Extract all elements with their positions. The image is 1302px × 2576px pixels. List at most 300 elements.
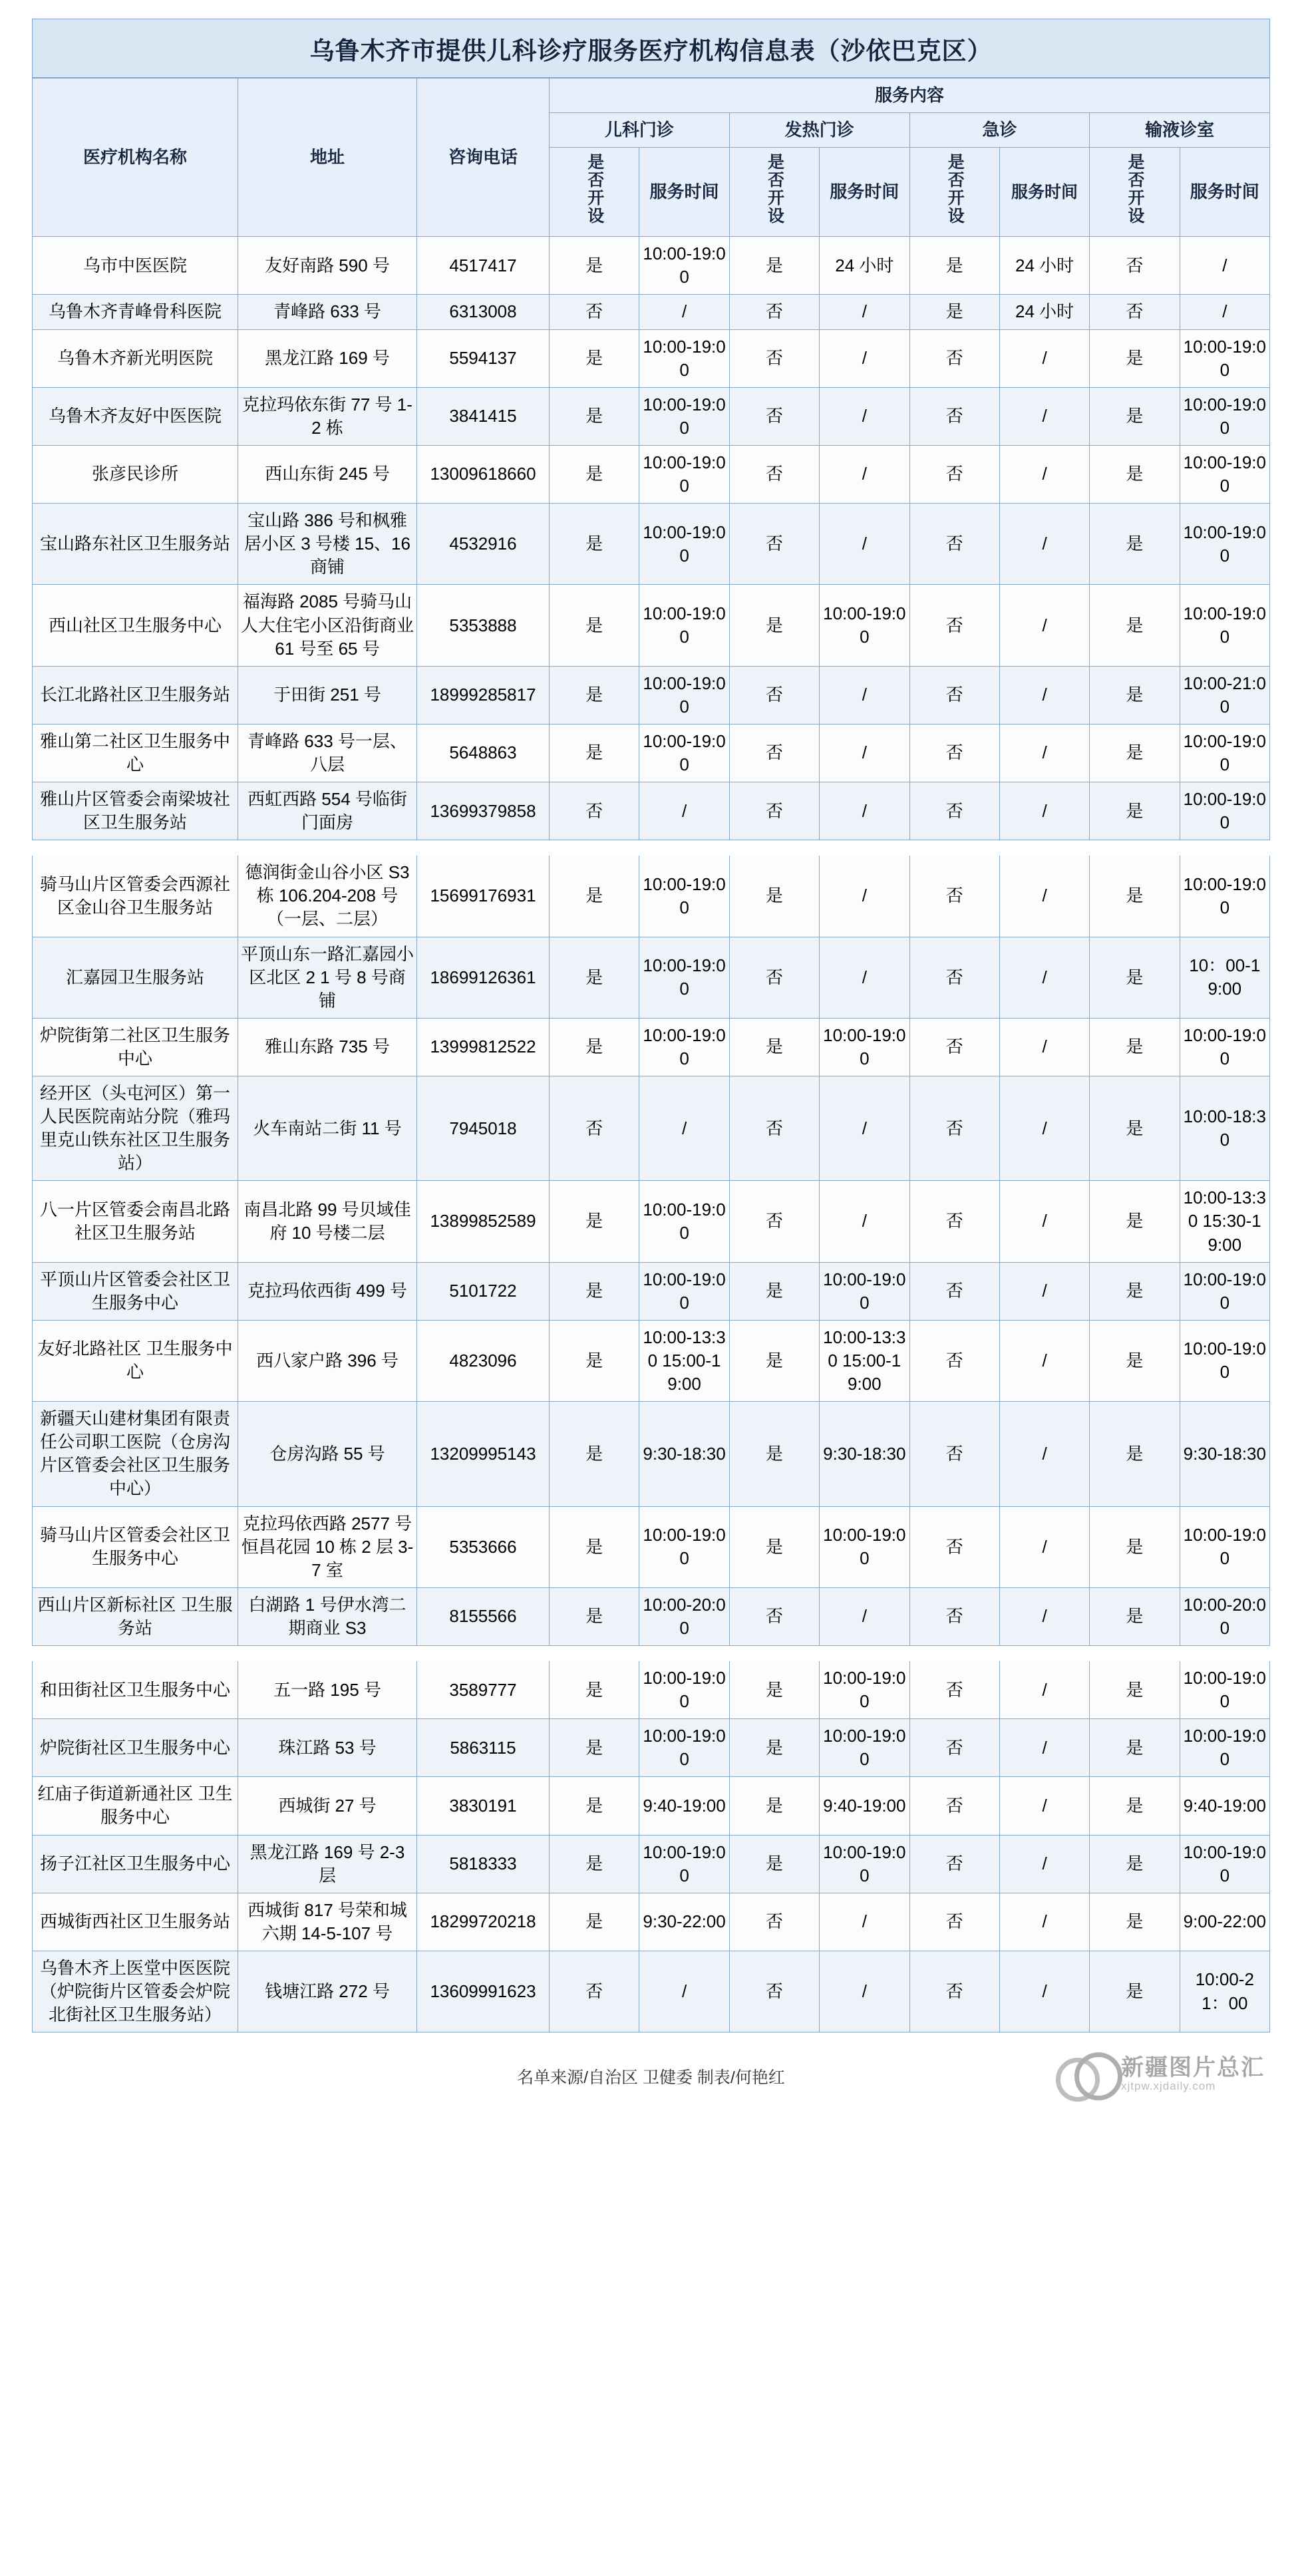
- cell-pediatrics-time: 10:00-19:00: [639, 504, 729, 585]
- table-row: [33, 1835, 1270, 1893]
- cell-address: 福海路 2085 号骑马山人大住宅小区沿街商业 61 号至 65 号: [238, 585, 417, 666]
- cell-institution-name: 雅山第二社区卫生服务中心: [33, 724, 238, 782]
- cell-emergency-open: 否: [909, 1661, 999, 1718]
- cell-pediatrics-open: 是: [550, 1018, 639, 1076]
- cell-emergency-time: /: [999, 1893, 1089, 1951]
- cell-fever-open: 否: [729, 445, 819, 503]
- cell-fever-time: 24 小时: [820, 237, 909, 295]
- cell-emergency-time: /: [999, 1951, 1089, 2032]
- cell-fever-time: 10:00-19:00: [820, 585, 909, 666]
- cell-pediatrics-time: 10:00-19:00: [639, 1181, 729, 1262]
- watermark-text: [1121, 2056, 1265, 2092]
- table-row: [33, 1587, 1270, 1645]
- cell-phone: 5353888: [417, 585, 550, 666]
- header-name: 医疗机构名称: [33, 79, 238, 237]
- cell-fever-open: 是: [729, 856, 819, 937]
- cell-phone: 5648863: [417, 724, 550, 782]
- cell-institution-name: 骑马山片区管委会社区卫生服务中心: [33, 1506, 238, 1587]
- cell-institution-name: 八一片区管委会南昌北路社区卫生服务站: [33, 1181, 238, 1262]
- table-row: [33, 666, 1270, 724]
- cell-pediatrics-time: 10:00-19:00: [639, 1262, 729, 1320]
- cell-emergency-open: 否: [909, 1893, 999, 1951]
- cell-fever-time: /: [820, 295, 909, 329]
- table-row: [33, 1018, 1270, 1076]
- cell-emergency-open: 否: [909, 1951, 999, 2032]
- cell-address: 黑龙江路 169 号: [238, 329, 417, 387]
- cell-pediatrics-open: 是: [550, 937, 639, 1018]
- page-title: 乌鲁木齐市提供儿科诊疗服务医疗机构信息表（沙依巴克区）: [32, 19, 1270, 78]
- cell-phone: 13609991623: [417, 1951, 550, 2032]
- cell-emergency-time: /: [999, 329, 1089, 387]
- cell-emergency-open: 否: [909, 1262, 999, 1320]
- header-emergency-time-label: 服务时间: [1011, 183, 1078, 202]
- cell-emergency-time: /: [999, 666, 1089, 724]
- cell-institution-name: 长江北路社区卫生服务站: [33, 666, 238, 724]
- header-emergency-open: [909, 148, 999, 237]
- circles-logo-icon: [1056, 2052, 1114, 2096]
- cell-pediatrics-time: 10:00-19:00: [639, 856, 729, 937]
- cell-institution-name: 红庙子街道新通社区 卫生服务中心: [33, 1777, 238, 1835]
- cell-fever-time: 10:00-19:00: [820, 1018, 909, 1076]
- cell-address: 友好南路 590 号: [238, 237, 417, 295]
- cell-fever-open: 否: [729, 1951, 819, 2032]
- cell-emergency-open: 否: [909, 445, 999, 503]
- cell-institution-name: 和田街社区卫生服务中心: [33, 1661, 238, 1718]
- table-row: [33, 1076, 1270, 1181]
- cell-address: 西城街 817 号荣和城六期 14-5-107 号: [238, 1893, 417, 1951]
- cell-phone: 18299720218: [417, 1893, 550, 1951]
- cell-emergency-open: 否: [909, 1777, 999, 1835]
- table-row: [33, 1320, 1270, 1401]
- cell-pediatrics-time: 10:00-19:00: [639, 1018, 729, 1076]
- cell-pediatrics-time: 10:00-19:00: [639, 387, 729, 445]
- cell-pediatrics-open: 是: [550, 1777, 639, 1835]
- cell-infusion-time: 10:00-21：00: [1180, 1951, 1269, 2032]
- cell-institution-name: 乌鲁木齐上医堂中医医院（炉院街片区管委会炉院北街社区卫生服务站）: [33, 1951, 238, 2032]
- cell-phone: 8155566: [417, 1587, 550, 1645]
- table-block-separator: [33, 840, 1270, 856]
- cell-infusion-open: 是: [1090, 329, 1180, 387]
- cell-infusion-open: 是: [1090, 1661, 1180, 1718]
- cell-pediatrics-time: 10:00-19:00: [639, 937, 729, 1018]
- cell-emergency-open: 否: [909, 1320, 999, 1401]
- cell-address: 青峰路 633 号: [238, 295, 417, 329]
- cell-institution-name: 扬子江社区卫生服务中心: [33, 1835, 238, 1893]
- cell-infusion-time: 10:00-21:00: [1180, 666, 1269, 724]
- table-row: [33, 856, 1270, 937]
- cell-fever-time: /: [820, 445, 909, 503]
- table-row: [33, 1181, 1270, 1262]
- cell-infusion-open: 是: [1090, 856, 1180, 937]
- cell-infusion-time: 10:00-19:00: [1180, 387, 1269, 445]
- cell-infusion-open: 否: [1090, 237, 1180, 295]
- header-infusion-open-label: 是否开设: [1125, 153, 1144, 226]
- cell-pediatrics-time: 10:00-19:00: [639, 1835, 729, 1893]
- cell-emergency-open: 是: [909, 237, 999, 295]
- cell-institution-name: 乌鲁木齐青峰骨科医院: [33, 295, 238, 329]
- cell-emergency-open: 否: [909, 1181, 999, 1262]
- table-row: [33, 504, 1270, 585]
- cell-infusion-time: 10:00-13:30 15:30-19:00: [1180, 1181, 1269, 1262]
- cell-phone: 5101722: [417, 1262, 550, 1320]
- cell-emergency-open: 否: [909, 724, 999, 782]
- cell-emergency-open: 否: [909, 782, 999, 840]
- cell-infusion-time: 10:00-19:00: [1180, 504, 1269, 585]
- header-group-pediatrics: 儿科门诊: [550, 113, 730, 148]
- header-group-emergency: 急诊: [909, 113, 1090, 148]
- cell-institution-name: 雅山片区管委会南梁坡社区卫生服务站: [33, 782, 238, 840]
- cell-emergency-time: /: [999, 1018, 1089, 1076]
- cell-pediatrics-time: /: [639, 1951, 729, 2032]
- cell-infusion-open: 是: [1090, 504, 1180, 585]
- cell-infusion-time: /: [1180, 295, 1269, 329]
- cell-phone: 6313008: [417, 295, 550, 329]
- cell-infusion-time: 10:00-19:00: [1180, 1506, 1269, 1587]
- cell-phone: 7945018: [417, 1076, 550, 1181]
- cell-emergency-time: /: [999, 1181, 1089, 1262]
- cell-institution-name: 乌鲁木齐新光明医院: [33, 329, 238, 387]
- cell-emergency-time: /: [999, 724, 1089, 782]
- cell-fever-time: /: [820, 1893, 909, 1951]
- cell-fever-time: 10:00-13:30 15:00-19:00: [820, 1320, 909, 1401]
- cell-address: 五一路 195 号: [238, 1661, 417, 1718]
- cell-infusion-time: 10:00-19:00: [1180, 782, 1269, 840]
- cell-pediatrics-time: 10:00-19:00: [639, 666, 729, 724]
- cell-emergency-time: /: [999, 937, 1089, 1018]
- table-row: [33, 585, 1270, 666]
- table-row: [33, 1506, 1270, 1587]
- cell-emergency-time: /: [999, 585, 1089, 666]
- cell-emergency-time: /: [999, 1402, 1089, 1506]
- cell-institution-name: 新疆天山建材集团有限责任公司职工医院（仓房沟片区管委会社区卫生服务中心）: [33, 1402, 238, 1506]
- cell-infusion-time: 10:00-19:00: [1180, 856, 1269, 937]
- cell-infusion-time: 10:00-19:00: [1180, 1320, 1269, 1401]
- cell-fever-open: 是: [729, 1835, 819, 1893]
- table-row: [33, 724, 1270, 782]
- cell-infusion-time: 9:40-19:00: [1180, 1777, 1269, 1835]
- cell-fever-open: 否: [729, 1181, 819, 1262]
- cell-address: 西虹西路 554 号临街门面房: [238, 782, 417, 840]
- cell-fever-open: 是: [729, 1018, 819, 1076]
- header-infusion-time: 服务时间: [1180, 148, 1269, 237]
- cell-infusion-open: 是: [1090, 782, 1180, 840]
- table-row: [33, 782, 1270, 840]
- cell-pediatrics-open: 否: [550, 1951, 639, 2032]
- cell-infusion-time: 10:00-19:00: [1180, 445, 1269, 503]
- cell-infusion-time: 10:00-19:00: [1180, 724, 1269, 782]
- cell-institution-name: 西城街西社区卫生服务站: [33, 1893, 238, 1951]
- cell-pediatrics-time: /: [639, 782, 729, 840]
- cell-fever-time: /: [820, 504, 909, 585]
- cell-emergency-time: /: [999, 1835, 1089, 1893]
- table-block-separator-cell: [33, 840, 1270, 856]
- header-address: 地址: [238, 79, 417, 237]
- cell-emergency-open: 否: [909, 387, 999, 445]
- cell-address: 青峰路 633 号一层、八层: [238, 724, 417, 782]
- cell-pediatrics-open: 是: [550, 1893, 639, 1951]
- table-row: [33, 1719, 1270, 1777]
- watermark-main: 新疆图片总汇: [1121, 2055, 1265, 2081]
- cell-infusion-open: 是: [1090, 1402, 1180, 1506]
- cell-fever-open: 否: [729, 666, 819, 724]
- cell-fever-time: /: [820, 1951, 909, 2032]
- cell-infusion-open: 是: [1090, 1018, 1180, 1076]
- cell-fever-open: 否: [729, 1893, 819, 1951]
- cell-address: 于田街 251 号: [238, 666, 417, 724]
- cell-pediatrics-time: /: [639, 295, 729, 329]
- cell-institution-name: 西山社区卫生服务中心: [33, 585, 238, 666]
- table-row: [33, 237, 1270, 295]
- cell-phone: 13999812522: [417, 1018, 550, 1076]
- cell-infusion-time: 10:00-19:00: [1180, 1262, 1269, 1320]
- cell-pediatrics-time: 10:00-19:00: [639, 724, 729, 782]
- cell-fever-open: 是: [729, 1402, 819, 1506]
- cell-institution-name: 经开区（头屯河区）第一人民医院南站分院（雅玛里克山铁东社区卫生服务站）: [33, 1076, 238, 1181]
- cell-fever-open: 是: [729, 1661, 819, 1718]
- clinic-info-table: [32, 78, 1270, 2032]
- cell-infusion-open: 是: [1090, 1181, 1180, 1262]
- cell-emergency-time: /: [999, 1587, 1089, 1645]
- cell-fever-time: 10:00-19:00: [820, 1835, 909, 1893]
- cell-infusion-open: 是: [1090, 1587, 1180, 1645]
- cell-pediatrics-time: 10:00-19:00: [639, 585, 729, 666]
- table-body: [33, 237, 1270, 2032]
- table-row: [33, 329, 1270, 387]
- cell-emergency-open: 否: [909, 1587, 999, 1645]
- cell-infusion-time: 9:00-22:00: [1180, 1893, 1269, 1951]
- cell-address: 钱塘江路 272 号: [238, 1951, 417, 2032]
- cell-pediatrics-open: 是: [550, 504, 639, 585]
- cell-emergency-time: /: [999, 445, 1089, 503]
- cell-infusion-open: 是: [1090, 585, 1180, 666]
- cell-phone: 4517417: [417, 237, 550, 295]
- cell-fever-time: /: [820, 937, 909, 1018]
- cell-fever-time: 10:00-19:00: [820, 1719, 909, 1777]
- cell-pediatrics-time: 10:00-20:00: [639, 1587, 729, 1645]
- cell-phone: 5353666: [417, 1506, 550, 1587]
- cell-fever-open: 是: [729, 1777, 819, 1835]
- cell-fever-open: 否: [729, 1076, 819, 1181]
- cell-emergency-time: /: [999, 387, 1089, 445]
- cell-phone: 5594137: [417, 329, 550, 387]
- header-pediatrics-open: [550, 148, 639, 237]
- header-group-fever: 发热门诊: [729, 113, 909, 148]
- cell-institution-name: 张彦民诊所: [33, 445, 238, 503]
- cell-infusion-open: 是: [1090, 1777, 1180, 1835]
- cell-address: 雅山东路 735 号: [238, 1018, 417, 1076]
- table-row: [33, 1262, 1270, 1320]
- cell-pediatrics-open: 是: [550, 1262, 639, 1320]
- cell-infusion-open: 是: [1090, 1320, 1180, 1401]
- cell-pediatrics-open: 是: [550, 1181, 639, 1262]
- cell-emergency-time: 24 小时: [999, 237, 1089, 295]
- cell-pediatrics-open: 是: [550, 1587, 639, 1645]
- cell-emergency-open: 否: [909, 585, 999, 666]
- cell-fever-open: 是: [729, 237, 819, 295]
- cell-pediatrics-open: 是: [550, 237, 639, 295]
- cell-pediatrics-time: 10:00-13:30 15:00-19:00: [639, 1320, 729, 1401]
- cell-phone: 3589777: [417, 1661, 550, 1718]
- cell-fever-open: 是: [729, 1320, 819, 1401]
- header-phone: 咨询电话: [417, 79, 550, 237]
- table-block-separator: [33, 1645, 1270, 1661]
- cell-phone: 4532916: [417, 504, 550, 585]
- cell-pediatrics-open: 是: [550, 585, 639, 666]
- table-row: [33, 1402, 1270, 1506]
- table-header: [33, 79, 1270, 237]
- cell-emergency-open: 否: [909, 1506, 999, 1587]
- cell-institution-name: 宝山路东社区卫生服务站: [33, 504, 238, 585]
- cell-emergency-time: /: [999, 1719, 1089, 1777]
- header-fever-open: [729, 148, 819, 237]
- cell-infusion-time: 9:30-18:30: [1180, 1402, 1269, 1506]
- cell-phone: 15699176931: [417, 856, 550, 937]
- cell-address: 南昌北路 99 号贝域佳府 10 号楼二层: [238, 1181, 417, 1262]
- cell-pediatrics-time: /: [639, 1076, 729, 1181]
- cell-fever-open: 否: [729, 295, 819, 329]
- cell-phone: 13009618660: [417, 445, 550, 503]
- cell-infusion-time: 10:00-19:00: [1180, 1018, 1269, 1076]
- cell-infusion-open: 是: [1090, 1719, 1180, 1777]
- cell-fever-time: /: [820, 782, 909, 840]
- cell-pediatrics-open: 是: [550, 1506, 639, 1587]
- table-block-separator-cell: [33, 1645, 1270, 1661]
- cell-institution-name: 乌鲁木齐友好中医医院: [33, 387, 238, 445]
- cell-pediatrics-open: 否: [550, 782, 639, 840]
- cell-address: 黑龙江路 169 号 2-3 层: [238, 1835, 417, 1893]
- cell-infusion-open: 否: [1090, 295, 1180, 329]
- cell-emergency-open: 否: [909, 937, 999, 1018]
- header-group-infusion: 输液诊室: [1090, 113, 1270, 148]
- cell-fever-open: 是: [729, 1719, 819, 1777]
- cell-institution-name: 炉院街第二社区卫生服务中心: [33, 1018, 238, 1076]
- cell-address: 德润街金山谷小区 S3 栋 106.204-208 号（一层、二层）: [238, 856, 417, 937]
- cell-infusion-open: 是: [1090, 1076, 1180, 1181]
- header-row-1: [33, 79, 1270, 113]
- cell-institution-name: 乌市中医医院: [33, 237, 238, 295]
- cell-emergency-time: /: [999, 782, 1089, 840]
- cell-pediatrics-open: 是: [550, 1719, 639, 1777]
- cell-address: 西山东街 245 号: [238, 445, 417, 503]
- cell-address: 珠江路 53 号: [238, 1719, 417, 1777]
- table-row: [33, 1951, 1270, 2032]
- cell-phone: 4823096: [417, 1320, 550, 1401]
- cell-address: 克拉玛依东街 77 号 1-2 栋: [238, 387, 417, 445]
- cell-emergency-open: 是: [909, 295, 999, 329]
- cell-infusion-open: 是: [1090, 666, 1180, 724]
- cell-fever-open: 是: [729, 1262, 819, 1320]
- cell-pediatrics-open: 是: [550, 666, 639, 724]
- cell-emergency-open: 否: [909, 1018, 999, 1076]
- cell-pediatrics-open: 是: [550, 1402, 639, 1506]
- cell-emergency-open: 否: [909, 1402, 999, 1506]
- cell-emergency-open: 否: [909, 1076, 999, 1181]
- cell-institution-name: 骑马山片区管委会西源社区金山谷卫生服务站: [33, 856, 238, 937]
- cell-fever-time: /: [820, 724, 909, 782]
- cell-fever-open: 否: [729, 724, 819, 782]
- cell-infusion-time: 10:00-18:30: [1180, 1076, 1269, 1181]
- cell-emergency-open: 否: [909, 1835, 999, 1893]
- cell-phone: 5863115: [417, 1719, 550, 1777]
- cell-fever-open: 否: [729, 387, 819, 445]
- cell-pediatrics-open: 否: [550, 295, 639, 329]
- cell-infusion-open: 是: [1090, 1893, 1180, 1951]
- cell-infusion-time: 10:00-20:00: [1180, 1587, 1269, 1645]
- table-row: [33, 1661, 1270, 1718]
- cell-phone: 18699126361: [417, 937, 550, 1018]
- cell-phone: 13699379858: [417, 782, 550, 840]
- cell-infusion-open: 是: [1090, 1951, 1180, 2032]
- cell-pediatrics-time: 9:30-18:30: [639, 1402, 729, 1506]
- header-fever-open-label: 是否开设: [765, 153, 784, 226]
- cell-address: 平顶山东一路汇嘉园小区北区 2 1 号 8 号商铺: [238, 937, 417, 1018]
- cell-institution-name: 炉院街社区卫生服务中心: [33, 1719, 238, 1777]
- cell-fever-time: /: [820, 1181, 909, 1262]
- cell-emergency-open: 否: [909, 504, 999, 585]
- cell-phone: 3841415: [417, 387, 550, 445]
- cell-emergency-time: /: [999, 1661, 1089, 1718]
- cell-pediatrics-open: 是: [550, 1320, 639, 1401]
- header-pediatrics-open-label: 是否开设: [585, 153, 604, 226]
- header-fever-time: 服务时间: [820, 148, 909, 237]
- cell-infusion-open: 是: [1090, 445, 1180, 503]
- cell-address: 西八家户路 396 号: [238, 1320, 417, 1401]
- cell-fever-time: 10:00-19:00: [820, 1661, 909, 1718]
- cell-infusion-open: 是: [1090, 1506, 1180, 1587]
- table-row: [33, 295, 1270, 329]
- cell-institution-name: 友好北路社区 卫生服务中心: [33, 1320, 238, 1401]
- cell-address: 宝山路 386 号和枫雅居小区 3 号楼 15、16 商铺: [238, 504, 417, 585]
- cell-infusion-time: 10:00-19:00: [1180, 1719, 1269, 1777]
- cell-emergency-time: /: [999, 856, 1089, 937]
- cell-address: 仓房沟路 55 号: [238, 1402, 417, 1506]
- cell-emergency-open: 否: [909, 666, 999, 724]
- header-emergency-open-label: 是否开设: [945, 153, 965, 226]
- cell-fever-open: 否: [729, 937, 819, 1018]
- cell-fever-time: 10:00-19:00: [820, 1262, 909, 1320]
- table-row: [33, 387, 1270, 445]
- cell-emergency-time: /: [999, 1262, 1089, 1320]
- cell-pediatrics-time: 9:40-19:00: [639, 1777, 729, 1835]
- cell-pediatrics-open: 是: [550, 724, 639, 782]
- cell-address: 火车南站二街 11 号: [238, 1076, 417, 1181]
- cell-infusion-time: 10:00-19:00: [1180, 329, 1269, 387]
- cell-fever-open: 否: [729, 329, 819, 387]
- cell-fever-time: 9:40-19:00: [820, 1777, 909, 1835]
- cell-infusion-open: 是: [1090, 724, 1180, 782]
- cell-address: 克拉玛依西路 2577 号恒昌花园 10 栋 2 层 3-7 室: [238, 1506, 417, 1587]
- cell-fever-time: 10:00-19:00: [820, 1506, 909, 1587]
- cell-fever-open: 是: [729, 585, 819, 666]
- table-row: [33, 445, 1270, 503]
- cell-fever-time: /: [820, 666, 909, 724]
- cell-pediatrics-time: 10:00-19:00: [639, 445, 729, 503]
- cell-pediatrics-open: 是: [550, 445, 639, 503]
- cell-infusion-open: 是: [1090, 937, 1180, 1018]
- cell-pediatrics-time: 10:00-19:00: [639, 1661, 729, 1718]
- cell-pediatrics-open: 否: [550, 1076, 639, 1181]
- cell-infusion-open: 是: [1090, 1835, 1180, 1893]
- cell-fever-time: 9:30-18:30: [820, 1402, 909, 1506]
- cell-pediatrics-open: 是: [550, 1661, 639, 1718]
- cell-institution-name: 平顶山片区管委会社区卫生服务中心: [33, 1262, 238, 1320]
- cell-emergency-open: 否: [909, 1719, 999, 1777]
- cell-fever-time: /: [820, 387, 909, 445]
- cell-infusion-open: 是: [1090, 1262, 1180, 1320]
- cell-pediatrics-open: 是: [550, 329, 639, 387]
- cell-emergency-time: /: [999, 1506, 1089, 1587]
- cell-fever-time: /: [820, 1587, 909, 1645]
